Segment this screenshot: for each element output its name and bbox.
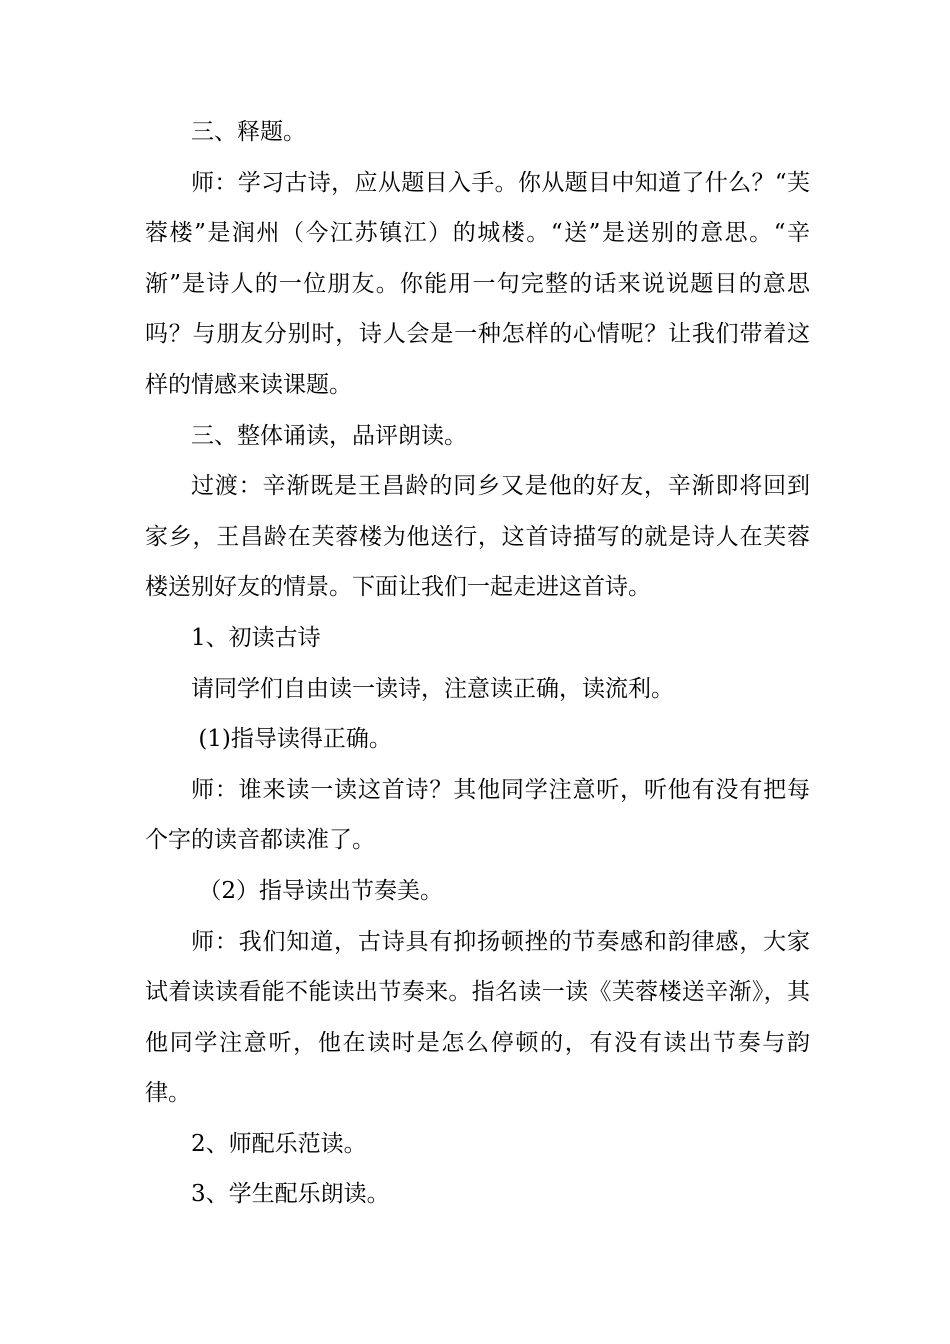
document-body [145, 107, 810, 1220]
paragraph-transition: 过渡：辛渐既是王昌龄的同乡又是他的好友，辛渐即将回到家乡，王昌龄在芙蓉楼为他送行，这首诗描写的就是诗人在芙蓉楼送别好友的情景。下面让我们一起走进这首诗。 [145, 473, 810, 601]
section-heading-explain-title: 三、释题。 [191, 119, 306, 145]
paragraph-who-reads: 师：谁来读一读这首诗？其他同学注意听，听他有没有把每个字的读音都读准了。 [145, 776, 810, 854]
paragraph-rhythm: 师：我们知道，古诗具有抑扬顿挫的节奏感和韵律感，大家试着读读看能不能读出节奏来。指名读一读《芙蓉楼送辛渐》，其他同学注意听，他在读时是怎么停顿的，有没有读出节奏与韵律。 [145, 928, 810, 1107]
paragraph-title-explanation: 师：学习古诗，应从题目入手。你从题目中知道了什么？“芙蓉楼”是润州（今江苏镇江）的城楼。“送”是送别的意思。“辛渐”是诗人的一位朋友。你能用一句完整的话来说说题目的意思吗？与朋友分别时，诗人会是一种怎样的心情呢？让我们带着这样的情感来读课题。 [145, 169, 810, 398]
sub-step-read-rhythm: （2）指导读出节奏美。 [191, 877, 443, 904]
sub-step-read-correctly: (1)指导读得正确。 [191, 726, 392, 753]
step-heading-first-reading: 1、初读古诗 [191, 624, 321, 651]
paragraph-free-reading: 请同学们自由读一读诗，注意读正确，读流利。 [191, 675, 674, 702]
step-heading-student-reading: 3、学生配乐朗读。 [191, 1181, 390, 1208]
section-heading-overall-reading: 三、整体诵读，品评朗读。 [191, 422, 467, 449]
step-heading-teacher-reading: 2、师配乐范读。 [191, 1130, 367, 1157]
